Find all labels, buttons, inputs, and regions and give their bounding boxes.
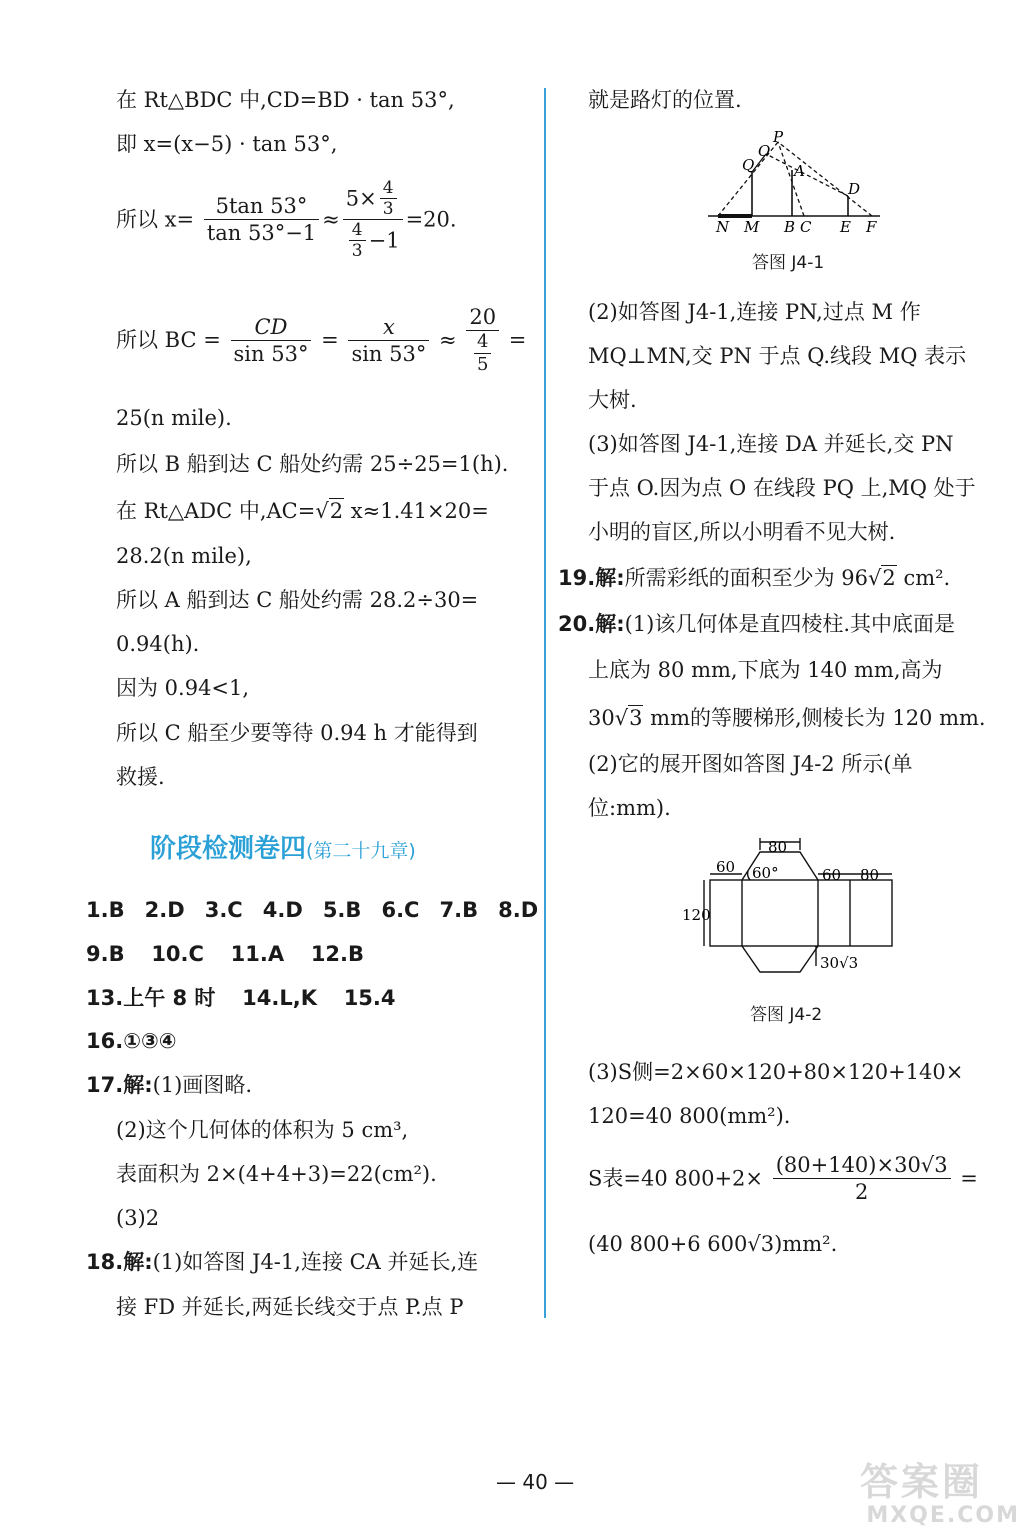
label-c: C <box>800 218 812 236</box>
section-title <box>150 828 416 865</box>
q17-line-3: 表面积为 2×(4+4+3)=22(cm²). <box>116 1162 437 1186</box>
q17-a1: (1)画图略. <box>152 1073 253 1097</box>
answer: 14.L,K <box>242 986 317 1010</box>
label-b: B <box>784 218 796 236</box>
l4-fraction-2 <box>348 314 429 367</box>
q18-right-4: 大树. <box>588 388 637 412</box>
label-e: E <box>840 218 851 236</box>
figure-j4-1-caption: 答图 J4-1 <box>752 253 825 273</box>
section-title-text: 阶段检测卷四 <box>150 834 307 864</box>
bottom-trapezoid <box>742 946 818 972</box>
q18-right-3: MQ⊥MN,交 PN 于点 Q.线段 MQ 表示 <box>588 344 967 368</box>
watermark-line-1: 答案圈 <box>860 1460 984 1504</box>
answer: 9.B <box>86 942 125 966</box>
label-d: D <box>848 180 861 198</box>
left-line-13: 救援. <box>116 765 165 789</box>
l7-pre: 在 Rt△ADC 中,AC=√ <box>116 499 329 523</box>
q20-a8-den: 2 <box>854 1180 869 1204</box>
l4-pre: 所以 BC = <box>116 328 221 352</box>
dim-label-60-right: 60 <box>822 866 842 884</box>
angle-arc <box>748 871 750 880</box>
l7-rad: 2 <box>329 499 344 523</box>
q18-right-5: (3)如答图 J4-1,连接 DA 并延长,交 PN <box>588 432 954 456</box>
q20-a3-post: mm的等腰梯形,侧棱长为 120 mm. <box>643 706 986 730</box>
l4-f1-den: sin 53° <box>233 341 309 366</box>
l3-f2-dd: 3 <box>351 241 363 261</box>
q17-line-4: (3)2 <box>116 1206 160 1230</box>
q20-line-5: 位:mm). <box>588 796 671 820</box>
q18-a1: (1)如答图 J4-1,连接 CA 并延长,连 <box>152 1250 479 1274</box>
l3-f2-den <box>343 220 403 261</box>
dim-label-angle: 60° <box>752 864 779 882</box>
figure-j4-2 <box>680 834 910 984</box>
l4-fraction-1 <box>231 314 312 367</box>
line-do <box>766 154 848 196</box>
answer: 13.上午 8 时 <box>86 986 216 1010</box>
l3-approx: ≈ <box>322 207 340 232</box>
q20-line-9: (40 800+6 600√3)mm². <box>588 1232 838 1256</box>
column-divider <box>544 88 546 1318</box>
q18-right-2: (2)如答图 J4-1,连接 PN,过点 M 作 <box>588 300 921 324</box>
label-a: A <box>794 162 805 180</box>
answer: 11.A <box>230 942 285 966</box>
l3-f2-den-frac <box>349 220 366 261</box>
answers-row-1 <box>86 896 538 924</box>
l4-f2-den: sin 53° <box>351 341 427 366</box>
q20-line-4: (2)它的展开图如答图 J4-2 所示(单 <box>588 752 913 776</box>
unfold-rect <box>710 880 892 946</box>
left-line-8: 28.2(n mile), <box>116 544 252 568</box>
answer: 6.C <box>381 898 420 922</box>
q18-right-1: 就是路灯的位置. <box>588 88 742 112</box>
figure-j4-1 <box>700 128 890 240</box>
q18-right-7: 小明的盲区,所以小明看不见大树. <box>588 520 896 544</box>
left-line-11: 因为 0.94<1, <box>116 676 250 700</box>
left-line-7 <box>116 497 489 525</box>
q20-a8-fraction <box>773 1152 951 1205</box>
l4-post: = <box>508 328 527 352</box>
answer: 4.D <box>262 898 303 922</box>
l3-post: =20. <box>405 207 457 232</box>
l4-f3-dd: 5 <box>476 354 489 375</box>
q18-label: 18.解: <box>86 1250 153 1274</box>
q20-a1: (1)该几何体是直四棱柱.其中底面是 <box>624 612 956 636</box>
label-n: N <box>716 218 730 236</box>
q20-a8-num: (80+140)×30√3 <box>773 1152 951 1179</box>
answer: 5.B <box>322 898 362 922</box>
left-line-1: 在 Rt△BDC 中,CD=BD · tan 53°, <box>116 88 455 112</box>
q20-line-8 <box>588 1152 978 1205</box>
l3-f1-num: 5tan 53° <box>204 193 319 220</box>
q20-line-3 <box>588 704 986 732</box>
l4-eq: = <box>321 328 339 352</box>
l3-fraction-2 <box>343 178 403 261</box>
q19-post: cm². <box>896 566 951 590</box>
label-p: P <box>773 128 784 146</box>
answer: 1.B <box>86 898 125 922</box>
l4-f3-dn: 4 <box>474 331 491 354</box>
section-subtitle: (第二十九章) <box>306 840 416 862</box>
q19-pre: 所需彩纸的面积至少为 96√ <box>624 566 882 590</box>
answers-row-4: 16.①③④ <box>86 1029 177 1053</box>
l3-fraction-1 <box>204 193 319 246</box>
left-line-9: 所以 A 船到达 C 船处约需 28.2÷30= <box>116 588 479 612</box>
answer: 2.D <box>144 898 185 922</box>
label-m: M <box>744 218 760 236</box>
l3-f2-den-post: −1 <box>368 228 400 253</box>
l7-post: x≈1.41×20= <box>344 499 489 523</box>
l4-f3-den-frac <box>474 331 491 376</box>
left-line-4 <box>116 304 526 376</box>
q20-a8-post: = <box>960 1166 978 1191</box>
left-line-2: 即 x=(x−5) · tan 53°, <box>116 132 338 156</box>
q17-line-1 <box>86 1071 252 1099</box>
label-q: Q <box>742 156 755 174</box>
q20-a3-rad: 3 <box>629 706 643 730</box>
l4-f2-num: x <box>348 314 429 341</box>
dim-label-60-left: 60 <box>716 858 736 876</box>
answers-row-3 <box>86 984 396 1012</box>
l3-f2-nd: 3 <box>382 199 394 219</box>
q17-label: 17.解: <box>86 1073 153 1097</box>
q20-line-7: 120=40 800(mm²). <box>588 1104 791 1128</box>
l3-f2-dn: 4 <box>349 220 366 241</box>
l4-f1-num: CD <box>231 314 312 341</box>
answer: 7.B <box>439 898 479 922</box>
dim-label-120: 120 <box>682 906 711 924</box>
dim-label-80-right: 80 <box>860 866 880 884</box>
answer: 8.D <box>498 898 539 922</box>
q18-line-1 <box>86 1248 478 1276</box>
l3-f2-num-frac <box>380 178 397 219</box>
label-f: F <box>866 218 877 236</box>
q17-line-2: (2)这个几何体的体积为 5 cm³, <box>116 1118 409 1142</box>
q20-a3-pre: 30√ <box>588 706 629 730</box>
l3-f2-num-pre: 5× <box>345 186 377 211</box>
left-line-5: 25(n mile). <box>116 406 232 430</box>
l4-fraction-3 <box>466 304 499 376</box>
l3-pre: 所以 x= <box>116 207 195 232</box>
l3-f2-nn: 4 <box>380 178 397 199</box>
answers-row-2 <box>86 940 364 968</box>
left-line-6: 所以 B 船到达 C 船处约需 25÷25=1(h). <box>116 452 509 476</box>
q19-label: 19.解: <box>558 566 625 590</box>
dim-label-80-top: 80 <box>768 838 788 856</box>
l4-f3-den <box>466 331 499 376</box>
l4-approx: ≈ <box>439 328 457 352</box>
q19-line <box>558 564 950 592</box>
l4-f3-num: 20 <box>466 304 499 331</box>
answer: 15.4 <box>343 986 396 1010</box>
left-line-12: 所以 C 船至少要等待 0.94 h 才能得到 <box>116 721 478 745</box>
l3-f2-num <box>343 178 403 220</box>
watermark <box>860 1460 1020 1530</box>
q20-label: 20.解: <box>558 612 625 636</box>
watermark-line-2: MXQE.COM <box>866 1503 1020 1528</box>
answer: 10.C <box>151 942 204 966</box>
q18-line-2: 接 FD 并延长,两延长线交于点 P.点 P <box>116 1295 464 1319</box>
q20-line-2: 上底为 80 mm,下底为 140 mm,高为 <box>588 658 943 682</box>
l3-f1-den: tan 53°−1 <box>206 221 317 245</box>
page-number: — 40 — <box>496 1470 575 1494</box>
q18-right-6: 于点 O.因为点 O 在线段 PQ 上,MQ 处于 <box>588 476 976 500</box>
q20-a8-pre: S表=40 800+2× <box>588 1166 764 1191</box>
label-o: O <box>758 142 771 160</box>
figure-j4-2-caption: 答图 J4-2 <box>750 1005 823 1025</box>
answer: 3.C <box>204 898 243 922</box>
left-line-10: 0.94(h). <box>116 632 200 656</box>
q20-line-1 <box>558 610 955 638</box>
left-line-3 <box>116 178 457 261</box>
q20-line-6: (3)S侧=2×60×120+80×120+140× <box>588 1060 964 1084</box>
q19-rad: 2 <box>882 566 896 590</box>
answer: 12.B <box>310 942 365 966</box>
dim-label-30r3: 30√3 <box>820 954 859 972</box>
